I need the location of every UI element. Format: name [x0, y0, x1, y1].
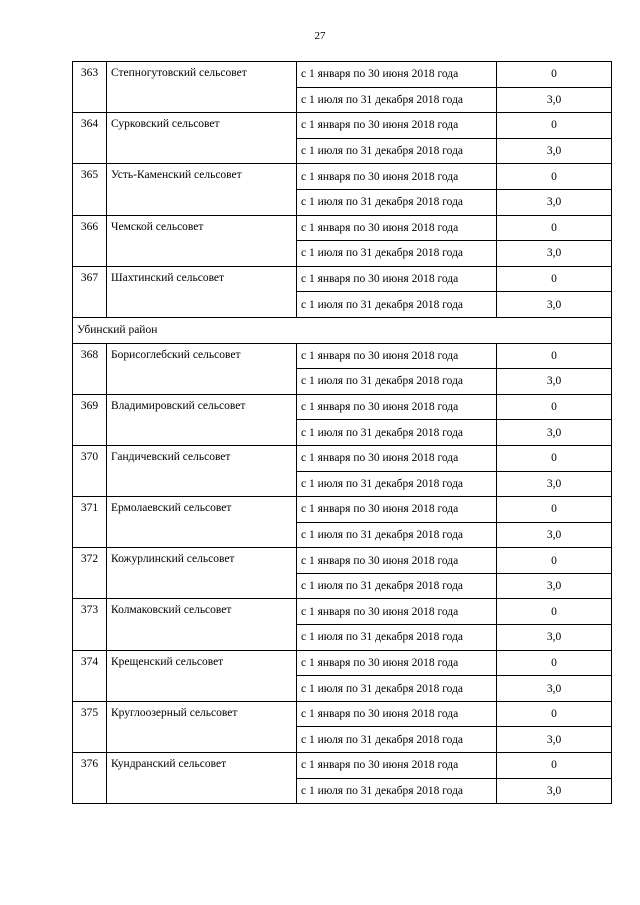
council-name: Кундранский сельсовет [107, 753, 297, 804]
period-value: 0 [497, 164, 612, 190]
row-number: 375 [73, 701, 107, 752]
period-label: с 1 января по 30 июня 2018 года [297, 599, 497, 625]
table-row [73, 113, 612, 139]
period-value: 3,0 [497, 471, 612, 497]
period-label: с 1 января по 30 июня 2018 года [297, 445, 497, 471]
table-body [73, 62, 612, 804]
row-number: 373 [73, 599, 107, 650]
district-row [73, 317, 612, 343]
period-label: с 1 июля по 31 декабря 2018 года [297, 778, 497, 804]
period-label: с 1 июля по 31 декабря 2018 года [297, 138, 497, 164]
period-value: 0 [497, 266, 612, 292]
table-row [73, 599, 612, 625]
period-label: с 1 января по 30 июня 2018 года [297, 62, 497, 88]
table-row [73, 164, 612, 190]
period-label: с 1 июля по 31 декабря 2018 года [297, 625, 497, 651]
period-value: 0 [497, 445, 612, 471]
row-number: 371 [73, 497, 107, 548]
period-value: 0 [497, 548, 612, 574]
table-row [73, 62, 612, 88]
period-value: 0 [497, 343, 612, 369]
council-name: Колмаковский сельсовет [107, 599, 297, 650]
row-number: 364 [73, 113, 107, 164]
council-name: Чемской сельсовет [107, 215, 297, 266]
table-row [73, 445, 612, 471]
council-name: Степногутовский сельсовет [107, 62, 297, 113]
period-label: с 1 января по 30 июня 2018 года [297, 394, 497, 420]
period-value: 3,0 [497, 676, 612, 702]
table-row [73, 343, 612, 369]
period-value: 3,0 [497, 420, 612, 446]
period-value: 3,0 [497, 573, 612, 599]
period-value: 3,0 [497, 138, 612, 164]
period-value: 0 [497, 113, 612, 139]
period-value: 3,0 [497, 369, 612, 395]
council-name: Владимировский сельсовет [107, 394, 297, 445]
period-label: с 1 июля по 31 декабря 2018 года [297, 727, 497, 753]
period-label: с 1 января по 30 июня 2018 года [297, 753, 497, 779]
council-name: Гандичевский сельсовет [107, 445, 297, 496]
row-number: 368 [73, 343, 107, 394]
period-label: с 1 июля по 31 декабря 2018 года [297, 292, 497, 318]
period-value: 3,0 [497, 292, 612, 318]
row-number: 372 [73, 548, 107, 599]
period-value: 0 [497, 394, 612, 420]
period-label: с 1 января по 30 июня 2018 года [297, 701, 497, 727]
table-row [73, 548, 612, 574]
row-number: 376 [73, 753, 107, 804]
council-name: Кожурлинский сельсовет [107, 548, 297, 599]
period-label: с 1 января по 30 июня 2018 года [297, 113, 497, 139]
row-number: 367 [73, 266, 107, 317]
period-value: 3,0 [497, 522, 612, 548]
district-name: Убинский район [73, 317, 612, 343]
council-name: Усть-Каменский сельсовет [107, 164, 297, 215]
period-label: с 1 июля по 31 декабря 2018 года [297, 573, 497, 599]
period-value: 3,0 [497, 189, 612, 215]
period-value: 0 [497, 215, 612, 241]
period-value: 3,0 [497, 625, 612, 651]
period-label: с 1 января по 30 июня 2018 года [297, 650, 497, 676]
table-row [73, 701, 612, 727]
row-number: 366 [73, 215, 107, 266]
period-label: с 1 июля по 31 декабря 2018 года [297, 471, 497, 497]
period-value: 0 [497, 701, 612, 727]
council-name: Сурковский сельсовет [107, 113, 297, 164]
period-value: 3,0 [497, 241, 612, 267]
period-value: 3,0 [497, 778, 612, 804]
period-label: с 1 января по 30 июня 2018 года [297, 215, 497, 241]
period-value: 0 [497, 650, 612, 676]
period-label: с 1 июля по 31 декабря 2018 года [297, 676, 497, 702]
council-name: Ермолаевский сельсовет [107, 497, 297, 548]
row-number: 369 [73, 394, 107, 445]
period-value: 3,0 [497, 727, 612, 753]
table-row [73, 650, 612, 676]
table-row [73, 215, 612, 241]
table-row [73, 753, 612, 779]
period-label: с 1 июля по 31 декабря 2018 года [297, 189, 497, 215]
council-name: Борисоглебский сельсовет [107, 343, 297, 394]
council-name: Круглоозерный сельсовет [107, 701, 297, 752]
period-label: с 1 января по 30 июня 2018 года [297, 266, 497, 292]
row-number: 370 [73, 445, 107, 496]
period-label: с 1 января по 30 июня 2018 года [297, 497, 497, 523]
council-name: Крещенский сельсовет [107, 650, 297, 701]
table-row [73, 266, 612, 292]
row-number: 365 [73, 164, 107, 215]
period-label: с 1 июля по 31 декабря 2018 года [297, 241, 497, 267]
period-value: 0 [497, 497, 612, 523]
period-value: 0 [497, 599, 612, 625]
period-label: с 1 января по 30 июня 2018 года [297, 548, 497, 574]
period-value: 0 [497, 62, 612, 88]
period-value: 0 [497, 753, 612, 779]
period-label: с 1 июля по 31 декабря 2018 года [297, 87, 497, 113]
page-number: 27 [314, 30, 326, 42]
tariff-table [72, 61, 612, 804]
period-label: с 1 июля по 31 декабря 2018 года [297, 369, 497, 395]
table-row [73, 394, 612, 420]
row-number: 363 [73, 62, 107, 113]
period-value: 3,0 [497, 87, 612, 113]
row-number: 374 [73, 650, 107, 701]
period-label: с 1 января по 30 июня 2018 года [297, 343, 497, 369]
table-row [73, 497, 612, 523]
council-name: Шахтинский сельсовет [107, 266, 297, 317]
period-label: с 1 июля по 31 декабря 2018 года [297, 420, 497, 446]
period-label: с 1 июля по 31 декабря 2018 года [297, 522, 497, 548]
period-label: с 1 января по 30 июня 2018 года [297, 164, 497, 190]
